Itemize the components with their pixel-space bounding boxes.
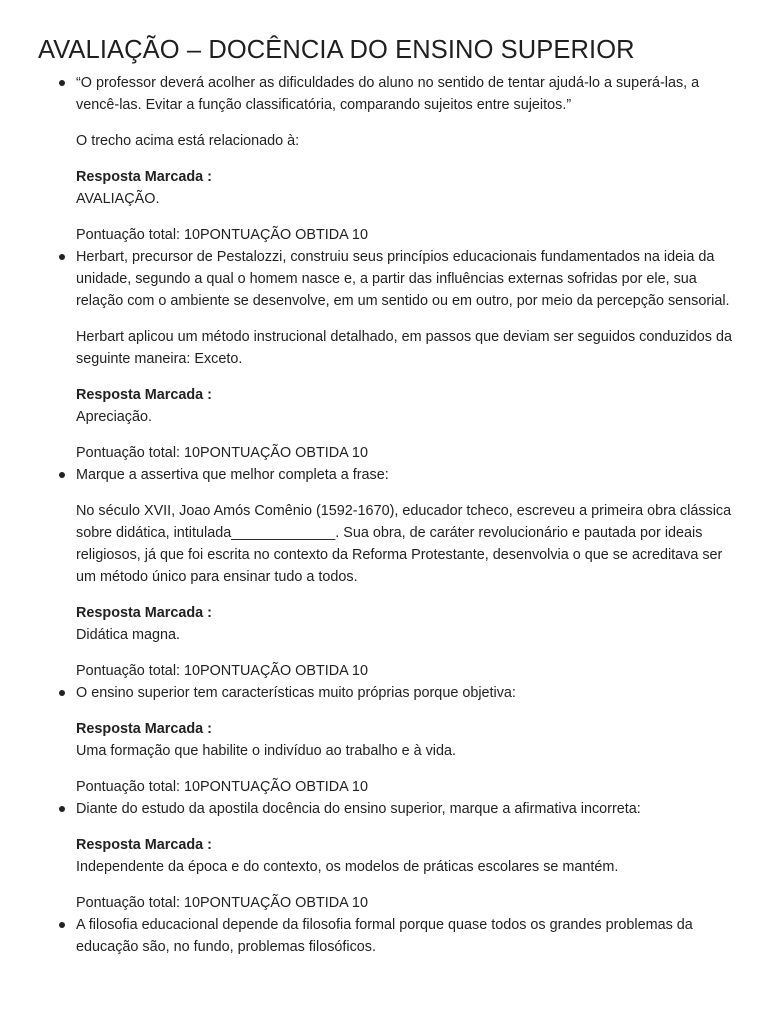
question-text: Herbart, precursor de Pestalozzi, construiu seus princípios educacionais fundamentados na ideia da unidade, segundo a qual o homem nasce e, a partir das influências externas sofridas por ele, sua relação com o ambiente se desenvolve, em um sentido ou em outro, por meio da percepção sensorial. xyxy=(76,249,730,309)
question-text: O ensino superior tem características muito próprias porque objetiva: xyxy=(76,685,516,701)
bullet-icon xyxy=(59,472,65,478)
question-list xyxy=(38,72,732,958)
score-line: Pontuação total: 10PONTUAÇÃO OBTIDA 10 xyxy=(76,445,368,461)
document-title: AVALIAÇÃO – DOCÊNCIA DO ENSINO SUPERIOR xyxy=(38,36,635,64)
answer-value: Uma formação que habilite o indivíduo ao trabalho e à vida. xyxy=(76,743,456,759)
answer-block xyxy=(76,834,732,878)
score-line: Pontuação total: 10PONTUAÇÃO OBTIDA 10 xyxy=(76,663,368,679)
score-line: Pontuação total: 10PONTUAÇÃO OBTIDA 10 xyxy=(76,779,368,795)
answer-block xyxy=(76,166,732,210)
question-text: Diante do estudo da apostila docência do ensino superior, marque a afirmativa incorreta: xyxy=(76,801,641,817)
question-prompt: O trecho acima está relacionado à: xyxy=(76,133,300,149)
question-text: Marque a assertiva que melhor completa a frase: xyxy=(76,467,389,483)
question-item xyxy=(38,72,732,246)
answer-block xyxy=(76,384,732,428)
question-text: A filosofia educacional depende da filosofia formal porque quase todos os grandes problemas da educação são, no fundo, problemas filosóficos. xyxy=(76,917,693,955)
score-line: Pontuação total: 10PONTUAÇÃO OBTIDA 10 xyxy=(76,895,368,911)
question-item xyxy=(38,246,732,464)
question-item xyxy=(38,682,732,798)
question-text: “O professor deverá acolher as dificuldades do aluno no sentido de tentar ajudá-lo a superá-las, a vencê-las. Evitar a função classificatória, comparando sujeitos entre sujeitos.” xyxy=(76,75,700,113)
answer-label: Resposta Marcada : xyxy=(76,605,212,621)
answer-value: Independente da época e do contexto, os modelos de práticas escolares se mantém. xyxy=(76,859,619,875)
answer-label: Resposta Marcada : xyxy=(76,169,212,185)
bullet-icon xyxy=(59,922,65,928)
question-item xyxy=(38,464,732,682)
answer-label: Resposta Marcada : xyxy=(76,721,212,737)
bullet-icon xyxy=(59,80,65,86)
score-line: Pontuação total: 10PONTUAÇÃO OBTIDA 10 xyxy=(76,227,368,243)
bullet-icon xyxy=(59,690,65,696)
bullet-icon xyxy=(59,254,65,260)
answer-label: Resposta Marcada : xyxy=(76,837,212,853)
answer-label: Resposta Marcada : xyxy=(76,387,212,403)
question-prompt: No século XVII, Joao Amós Comênio (1592-1670), educador tcheco, escreveu a primeira obra clássica sobre didática, intitulada_____________. Sua obra, de caráter revolucionário e pautada por ideais religiosos, já que foi escrita no contexto da Reforma Protestante, desenvolvia o que se acreditava ser um método único para ensinar tudo a todos. xyxy=(76,503,732,585)
bullet-icon xyxy=(59,806,65,812)
question-prompt: Herbart aplicou um método instrucional detalhado, em passos que deviam ser seguidos conduzidos da seguinte maneira: Exceto. xyxy=(76,329,732,367)
answer-value: Didática magna. xyxy=(76,627,180,643)
answer-block xyxy=(76,602,732,646)
answer-value: Apreciação. xyxy=(76,409,152,425)
question-item xyxy=(38,914,732,958)
answer-block xyxy=(76,718,732,762)
question-item xyxy=(38,798,732,914)
answer-value: AVALIAÇÃO. xyxy=(76,191,160,207)
